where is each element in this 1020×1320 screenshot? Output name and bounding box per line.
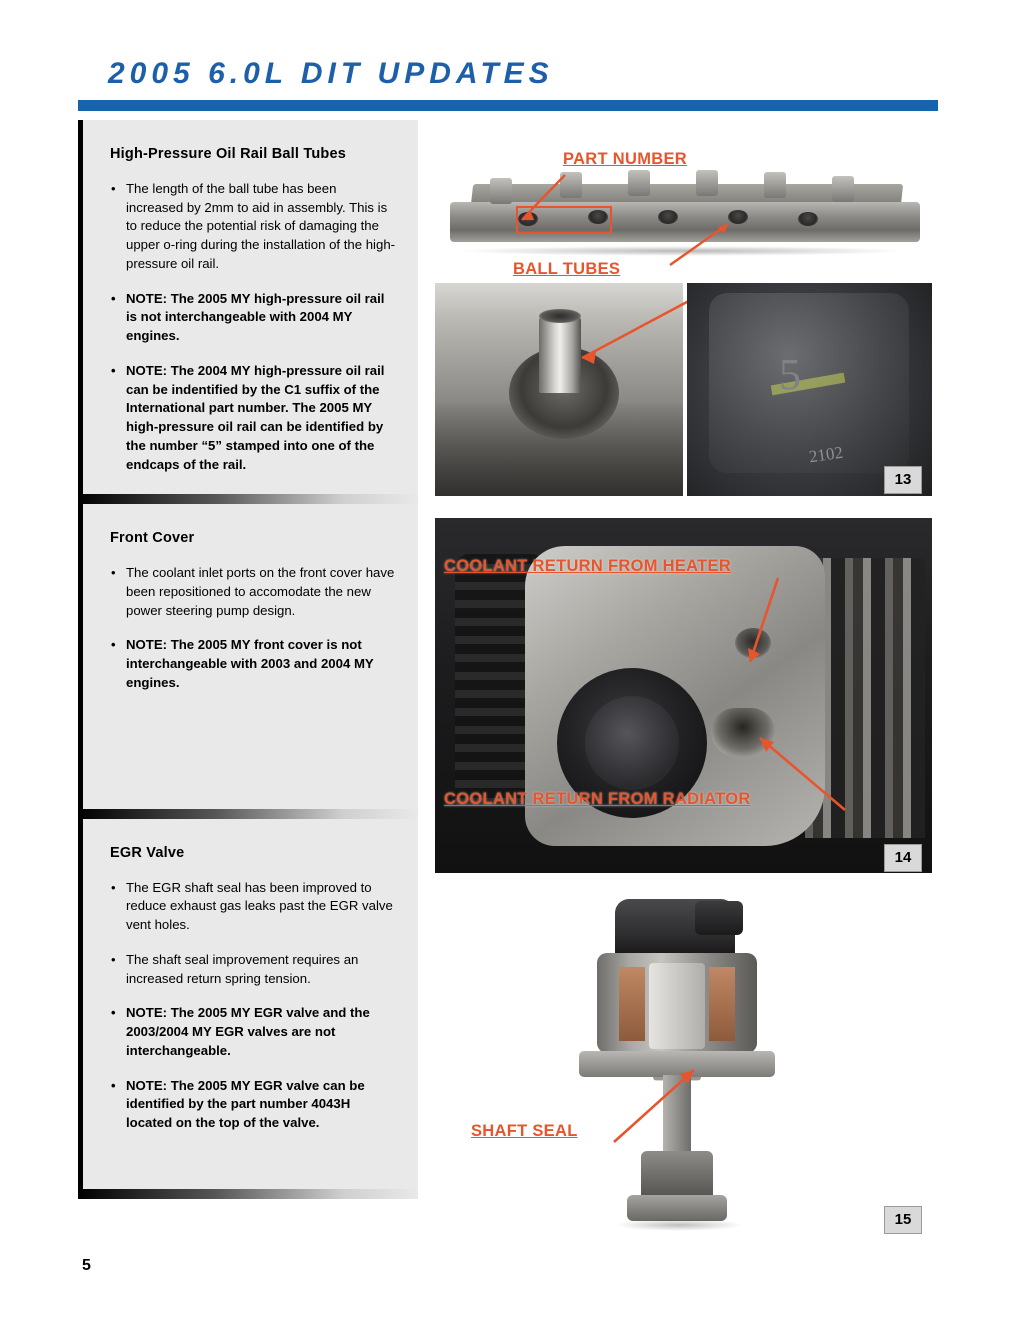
callout-shaft-seal: SHAFT SEAL	[471, 1122, 578, 1140]
list-item: • NOTE: The 2005 MY EGR valve can be identified by the part number 4043H located on the top of the valve.	[110, 1077, 396, 1133]
section-divider	[78, 494, 418, 504]
motor-armature	[649, 963, 705, 1049]
list-item: • The coolant inlet ports on the front cover have been repositioned to accomodate the new power steering pump design.	[110, 564, 396, 620]
panel-accent-bar	[78, 120, 83, 494]
list-item: • The length of the ball tube has been increased by 2mm to aid in assembly. This is to reduce the potential risk of damaging the upper o-ring during the installation of the high-pressure oil rail.	[110, 180, 396, 274]
rail-boss	[628, 170, 650, 196]
text-column	[78, 120, 418, 1199]
callout-coolant-return-heater: COOLANT RETURN FROM HEATER	[444, 557, 732, 575]
panel-accent-bar	[78, 504, 83, 808]
rail-boss	[560, 172, 582, 198]
section-divider	[78, 809, 418, 819]
rail-shadow	[458, 246, 908, 256]
motor-coil	[709, 967, 735, 1041]
stamped-number: 5	[779, 350, 801, 399]
drop-shadow	[615, 1219, 743, 1231]
ball-tube	[539, 315, 581, 393]
rail-boss	[696, 170, 718, 196]
electrical-connector	[695, 901, 743, 935]
section-bullet-list	[110, 564, 396, 692]
coolant-return-heater-port	[735, 628, 771, 658]
figure-number-15: 15	[884, 1206, 922, 1234]
panel-accent-bar	[78, 819, 83, 1189]
rail-boss	[832, 176, 854, 202]
callout-coolant-return-radiator: COOLANT RETURN FROM RADIATOR	[444, 790, 751, 808]
section-front-cover	[78, 504, 418, 808]
page-number: 5	[82, 1257, 91, 1274]
section-oil-rail-ball-tubes	[78, 120, 418, 494]
figure-13-endcap-photo	[687, 283, 932, 496]
page-title: 2005 6.0L DIT UPDATES	[108, 57, 554, 90]
section-egr-valve	[78, 819, 418, 1189]
list-item: • The shaft seal improvement requires an increased return spring tension.	[110, 951, 396, 988]
list-item: • NOTE: The 2005 MY front cover is not interchangeable with 2003 and 2004 MY engines.	[110, 636, 396, 692]
ball-tube-port	[728, 210, 748, 224]
secondary-stamped-number: 2102	[807, 442, 845, 467]
section-divider	[78, 1189, 418, 1199]
ball-tube-port	[658, 210, 678, 224]
valve-base	[627, 1195, 727, 1221]
ball-tube-opening	[539, 309, 581, 323]
callout-ball-tubes: BALL TUBES	[513, 260, 621, 278]
mounting-flange	[579, 1051, 775, 1077]
coolant-return-radiator-port	[711, 708, 775, 756]
figure-15-egr-valve-illustration	[545, 893, 865, 1233]
callout-part-number: PART NUMBER	[563, 150, 687, 168]
section-bullet-list	[110, 879, 396, 1133]
valve-shaft	[663, 1075, 691, 1159]
section-heading: Front Cover	[110, 530, 195, 547]
figure-13-rail-photo	[432, 160, 932, 272]
section-bullet-list	[110, 180, 396, 474]
figure-13-ball-tube-photo	[435, 283, 683, 496]
list-item: • The EGR shaft seal has been improved to reduce exhaust gas leaks past the EGR valve vent holes.	[110, 879, 396, 935]
figure-number-13: 13	[884, 466, 922, 494]
ball-tube-port	[798, 212, 818, 226]
list-item: • NOTE: The 2005 MY high-pressure oil rail is not interchangeable with 2004 MY engines.	[110, 290, 396, 346]
part-number-highlight-box	[516, 206, 612, 234]
figure-number-14: 14	[884, 844, 922, 872]
section-heading: High-Pressure Oil Rail Ball Tubes	[110, 146, 346, 162]
header-rule	[78, 100, 938, 111]
section-heading: EGR Valve	[110, 844, 185, 861]
list-item: • NOTE: The 2005 MY EGR valve and the 2003/2004 MY EGR valves are not interchangeable.	[110, 1004, 396, 1060]
motor-coil	[619, 967, 645, 1041]
list-item: • NOTE: The 2004 MY high-pressure oil rail can be indentified by the C1 suffix of the International part number. The 2005 MY high-pressure oil rail can be identified by the number “5” stamped into one of the endcaps of the rail.	[110, 362, 396, 474]
crank-pulley-hub	[585, 696, 679, 790]
rail-boss	[490, 178, 512, 204]
rail-boss	[764, 172, 786, 198]
